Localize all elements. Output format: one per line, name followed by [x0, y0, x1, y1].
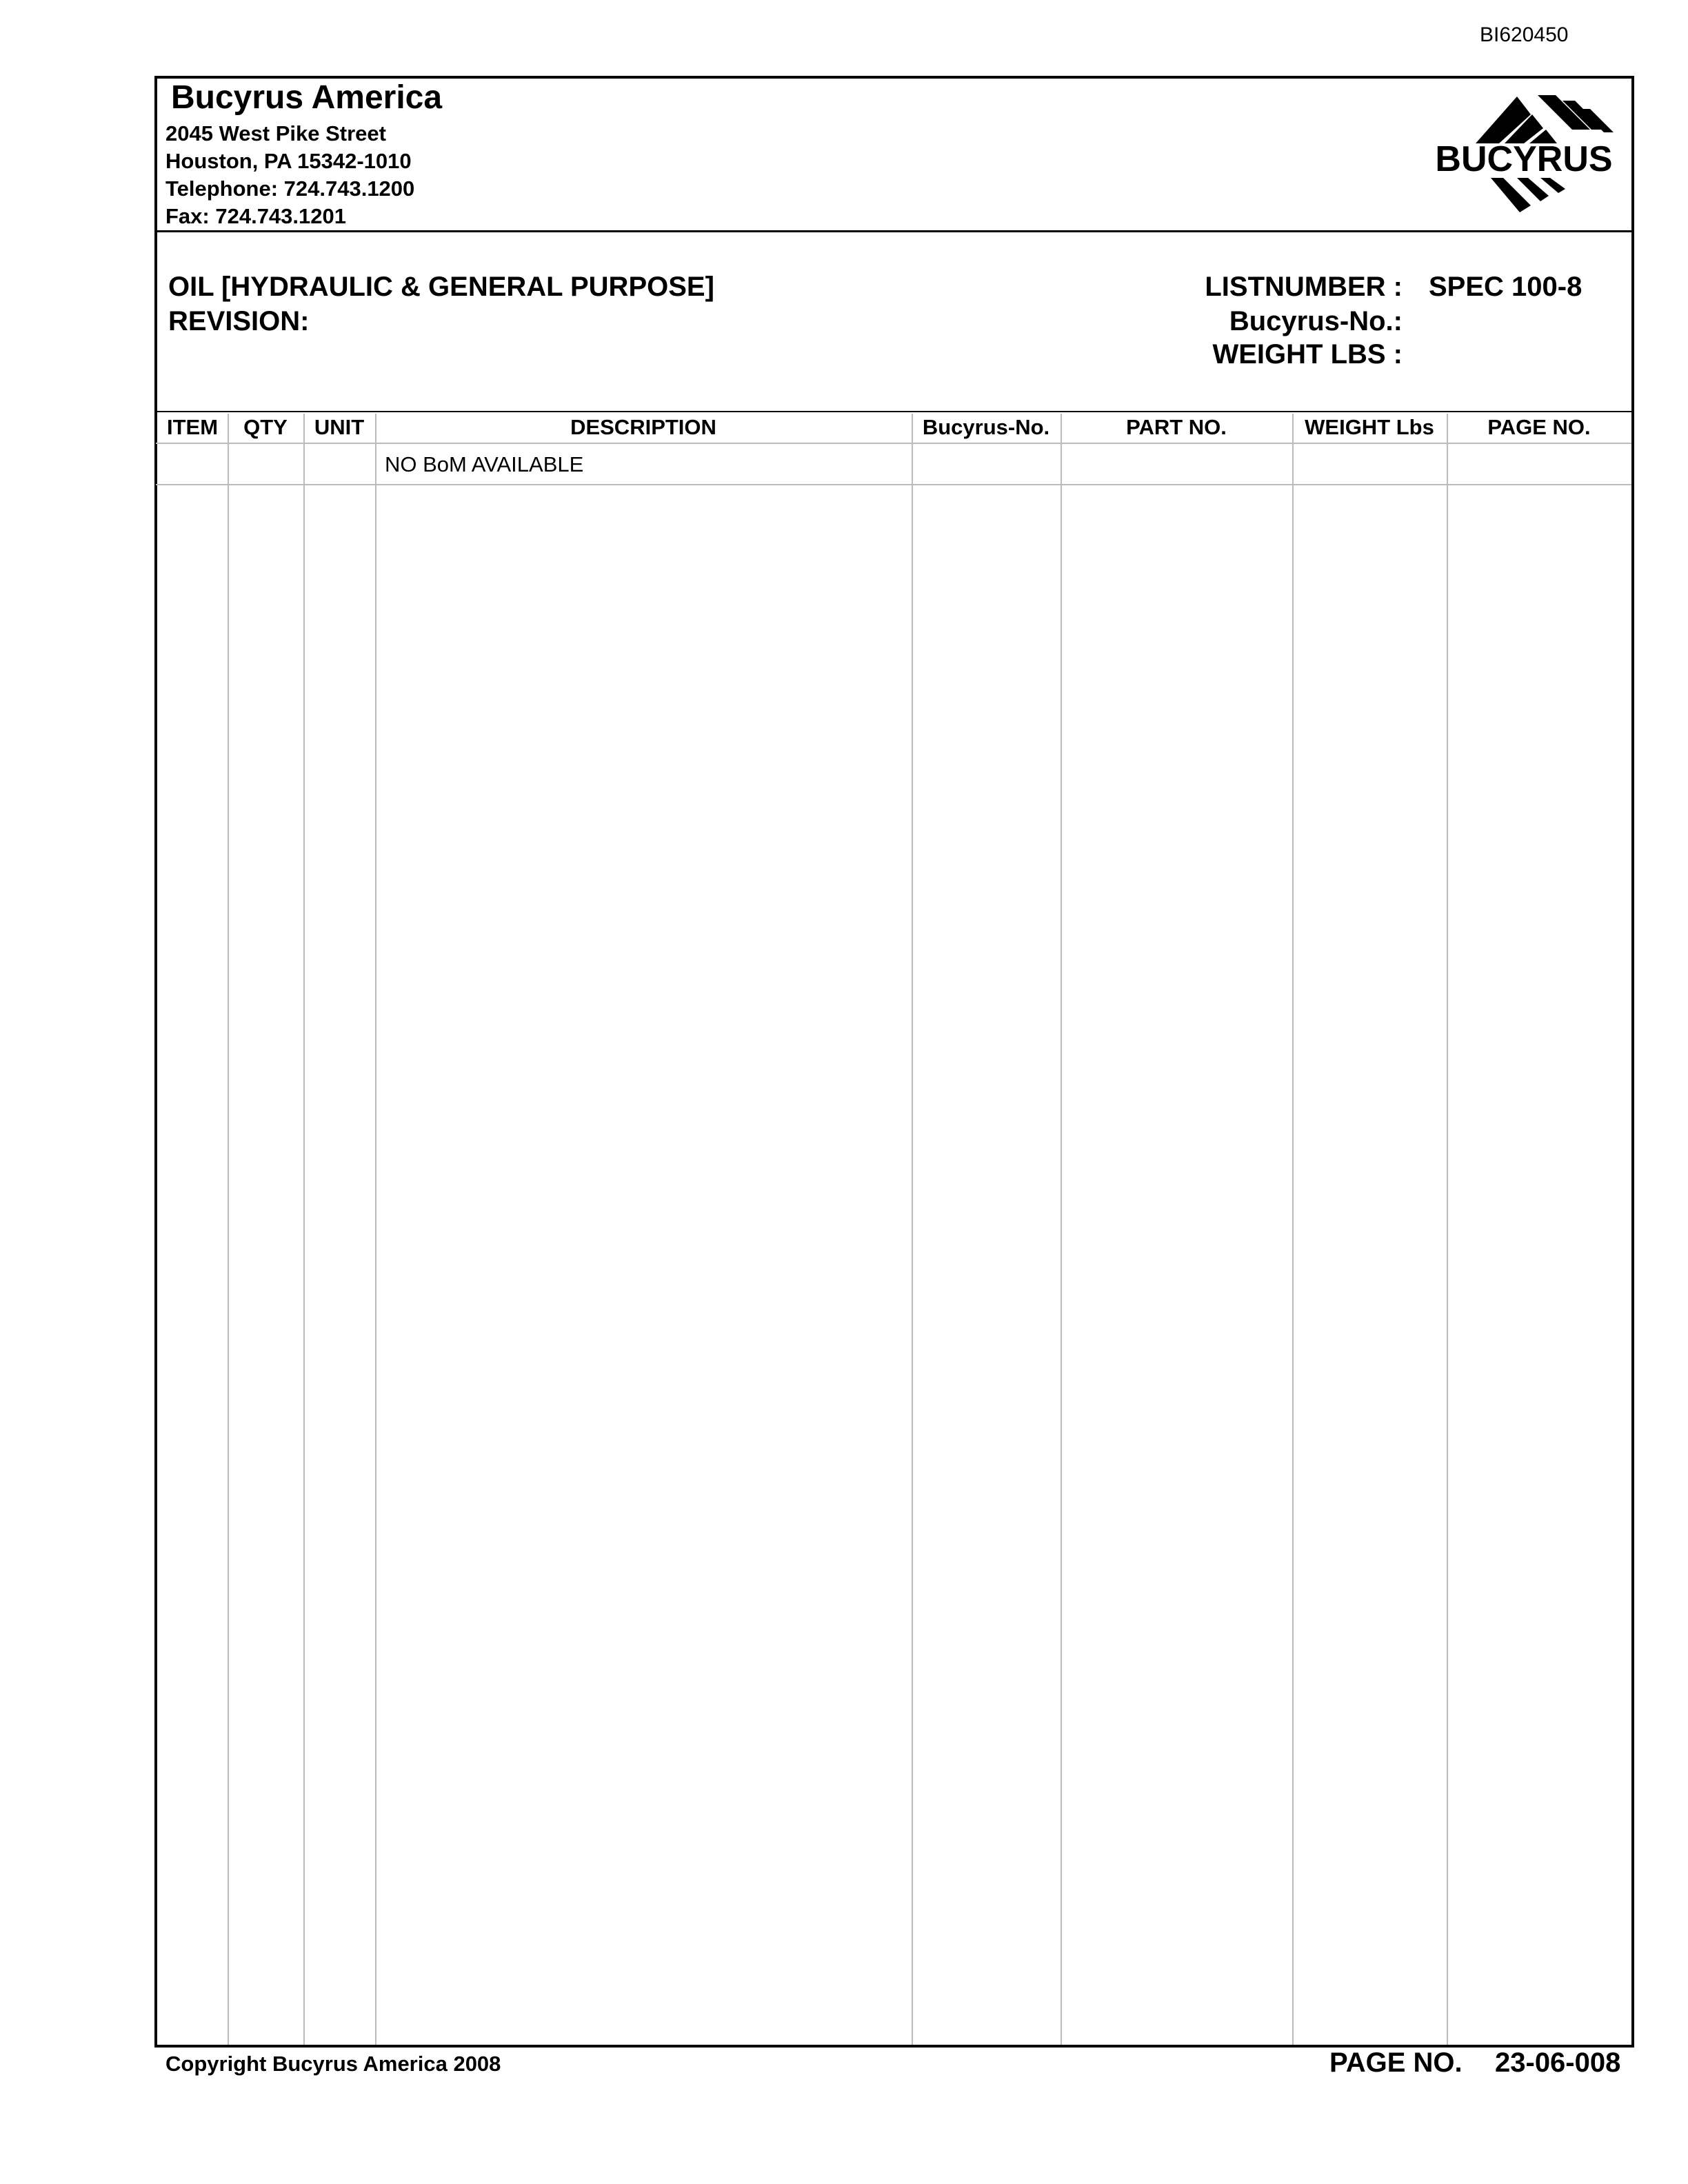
column-divider	[1061, 414, 1062, 2045]
fax: Fax: 724.743.1201	[165, 204, 346, 228]
company-name: Bucyrus America	[171, 79, 443, 116]
listnumber-label: LISTNUMBER :	[1205, 272, 1403, 302]
column-header-weight: WEIGHT Lbs	[1305, 415, 1434, 439]
bucyrus-no-label: Bucyrus-No.:	[1229, 306, 1403, 336]
row-rule	[156, 484, 1631, 485]
copyright: Copyright Bucyrus America 2008	[165, 2052, 501, 2076]
table-top-rule	[154, 411, 1634, 412]
column-divider	[1292, 414, 1294, 2045]
footer-page-label: PAGE NO.	[1329, 2048, 1463, 2078]
table-row-description: NO BoM AVAILABLE	[385, 452, 584, 476]
telephone: Telephone: 724.743.1200	[165, 176, 415, 201]
header-divider	[154, 230, 1634, 232]
column-header-part-no: PART NO.	[1126, 415, 1227, 439]
address-city: Houston, PA 15342-1010	[165, 149, 412, 173]
footer-page-value: 23-06-008	[1495, 2048, 1621, 2078]
address-street: 2045 West Pike Street	[165, 121, 386, 145]
column-divider	[228, 414, 229, 2045]
column-header-qty: QTY	[243, 415, 288, 439]
header-row-rule	[156, 443, 1631, 444]
column-divider	[375, 414, 376, 2045]
column-header-unit: UNIT	[314, 415, 365, 439]
document-title: OIL [HYDRAULIC & GENERAL PURPOSE]	[168, 272, 714, 302]
column-header-page-no: PAGE NO.	[1487, 415, 1591, 439]
logo-wordmark: BUCYRUS	[1435, 139, 1613, 179]
bucyrus-logo	[1427, 91, 1620, 215]
column-divider	[1447, 414, 1448, 2045]
column-header-description: DESCRIPTION	[570, 415, 716, 439]
weight-label: WEIGHT LBS :	[1212, 339, 1403, 370]
revision-label: REVISION:	[168, 306, 310, 336]
document-id: BI620450	[1480, 23, 1569, 46]
column-divider	[303, 414, 305, 2045]
column-header-item: ITEM	[166, 415, 219, 439]
column-divider	[912, 414, 913, 2045]
column-header-bucyrus-no: Bucyrus-No.	[922, 415, 1050, 439]
listnumber-value: SPEC 100-8	[1429, 272, 1582, 302]
